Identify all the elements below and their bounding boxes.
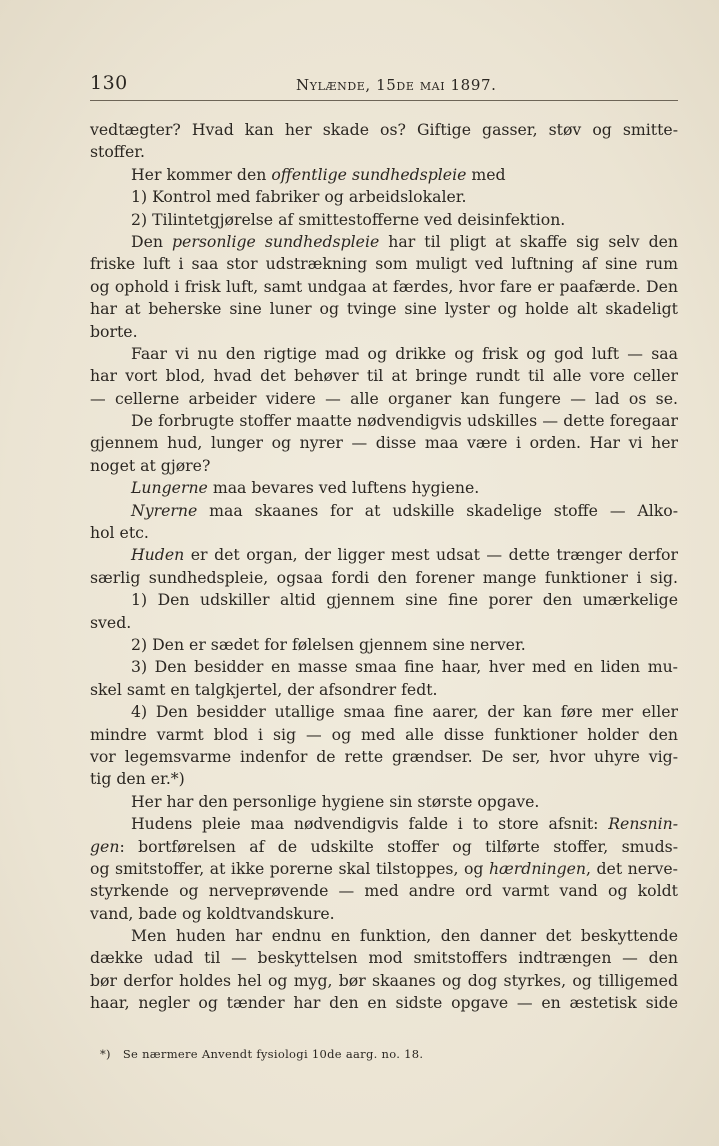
- text-line: og ophold i frisk luft, samt undgaa at færdes, hvor fare er paafærde. Den: [90, 276, 678, 296]
- text-line: sved.: [90, 612, 132, 632]
- page-header: [90, 70, 678, 98]
- text-line: 1) Kontrol med fabriker og arbeidslokaler.: [131, 187, 467, 207]
- text-line: særlig sundhedspleie, ogsaa fordi den forener mange funktioner i sig.: [90, 567, 678, 587]
- footnote-text: Se nærmere Anvendt fysiologi 10de aarg. no. 18.: [122, 1047, 424, 1061]
- emphasis-huden: Huden: [131, 545, 185, 565]
- text-line: mindre varmt blod i sig — og med alle disse funktioner holder den: [90, 724, 678, 744]
- emphasis-offentlige-sundhedspleie: offentlige sundhedspleie: [271, 164, 467, 184]
- text-line: Huden er det organ, der ligger mest udsat — dette trænger derfor: [131, 545, 678, 565]
- text-line: noget at gjøre?: [90, 455, 211, 475]
- text-line: vand, bade og koldtvandskure.: [90, 903, 335, 923]
- emphasis-haerdningen: hærdningen: [488, 858, 586, 878]
- text-line: Hudens pleie maa nødvendigvis falde i to store afsnit: Rensnin-: [131, 814, 678, 834]
- footnote: [90, 1047, 678, 1061]
- footnote-mark: *): [100, 1047, 111, 1061]
- text-line: tig den er.*): [90, 769, 185, 789]
- text-line: dække udad til — beskyttelsen mod smitstoffers indtrængen — den: [90, 948, 678, 968]
- text-line: har vort blod, hvad det behøver til at bringe rundt til alle vore celler: [90, 366, 678, 386]
- page-number: 130: [90, 72, 128, 94]
- running-head: Nylænde, 15de mai 1897.: [296, 76, 497, 94]
- text-line: Her kommer den offentlige sundhedspleie med: [131, 164, 506, 184]
- text-line: gen: bortførelsen af de udskilte stoffer og tilførte stoffer, smuds-: [90, 836, 678, 856]
- text-line: hol etc.: [90, 523, 149, 543]
- text-line: og smitstoffer, at ikke porerne skal tilstoppes, og hærdningen, det nerve-: [90, 858, 678, 878]
- emphasis-nyrerne: Nyrerne: [131, 500, 198, 520]
- text-line: haar, negler og tænder har den en sidste opgave — en æstetisk side: [90, 993, 678, 1013]
- text-line: vor legemsvarme indenfor de rette grændser. De ser, hvor uhyre vig-: [90, 746, 678, 766]
- text-line: stoffer.: [90, 142, 145, 162]
- text-line: Faar vi nu den rigtige mad og drikke og frisk og god luft — saa: [131, 343, 678, 363]
- text-line: 3) Den besidder en masse smaa fine haar, hver med en liden mu-: [131, 657, 678, 677]
- emphasis-rensningen-end: gen: [90, 836, 120, 856]
- text-line: gjennem hud, lunger og nyrer — disse maa være i orden. Har vi her: [90, 433, 678, 453]
- text-line: skel samt en talgkjertel, der afsondrer fedt.: [90, 679, 438, 699]
- emphasis-rensningen: Rensnin-: [608, 814, 678, 834]
- emphasis-personlige-sundhedspleie: personlige sundhedspleie: [172, 231, 380, 251]
- text-line: De forbrugte stoffer maatte nødvendigvis udskilles — dette foregaar: [131, 411, 678, 431]
- body-text: [90, 119, 678, 1015]
- text-line: Lungerne maa bevares ved luftens hygiene.: [131, 478, 480, 498]
- text-line: borte.: [90, 321, 138, 341]
- text-line: 1) Den udskiller altid gjennem sine fine porer den umærkelige: [131, 590, 678, 610]
- text-line: bør derfor holdes hel og myg, bør skaanes og dog styrkes, og tilligemed: [90, 970, 678, 990]
- header-rule: [90, 100, 678, 101]
- text-line: 2) Den er sædet for følelsen gjennem sine nerver.: [131, 634, 526, 654]
- text-line: Her har den personlige hygiene sin største opgave.: [131, 791, 540, 811]
- text-line: Nyrerne maa skaanes for at udskille skadelige stoffe — Alko-: [131, 500, 678, 520]
- text-line: Men huden har endnu en funktion, den danner det beskyttende: [131, 926, 678, 946]
- text-line: 4) Den besidder utallige smaa fine aarer, der kan føre mer eller: [131, 702, 678, 722]
- text-line: styrkende og nerveprøvende — med andre ord varmt vand og koldt: [90, 881, 678, 901]
- text-line: Den personlige sundhedspleie har til pligt at skaffe sig selv den: [131, 231, 678, 251]
- text-line: friske luft i saa stor udstrækning som muligt ved luftning af sine rum: [90, 254, 678, 274]
- emphasis-lungerne: Lungerne: [131, 478, 208, 498]
- text-line: har at beherske sine luner og tvinge sine lyster og holde alt skadeligt: [90, 299, 678, 319]
- text-line: — cellerne arbeider videre — alle organer kan fungere — lad os se.: [90, 388, 678, 408]
- text-line: vedtægter? Hvad kan her skade os? Giftige gasser, støv og smitte-: [90, 120, 678, 139]
- text-line: 2) Tilintetgjørelse af smittestofferne ved deisinfektion.: [131, 209, 566, 229]
